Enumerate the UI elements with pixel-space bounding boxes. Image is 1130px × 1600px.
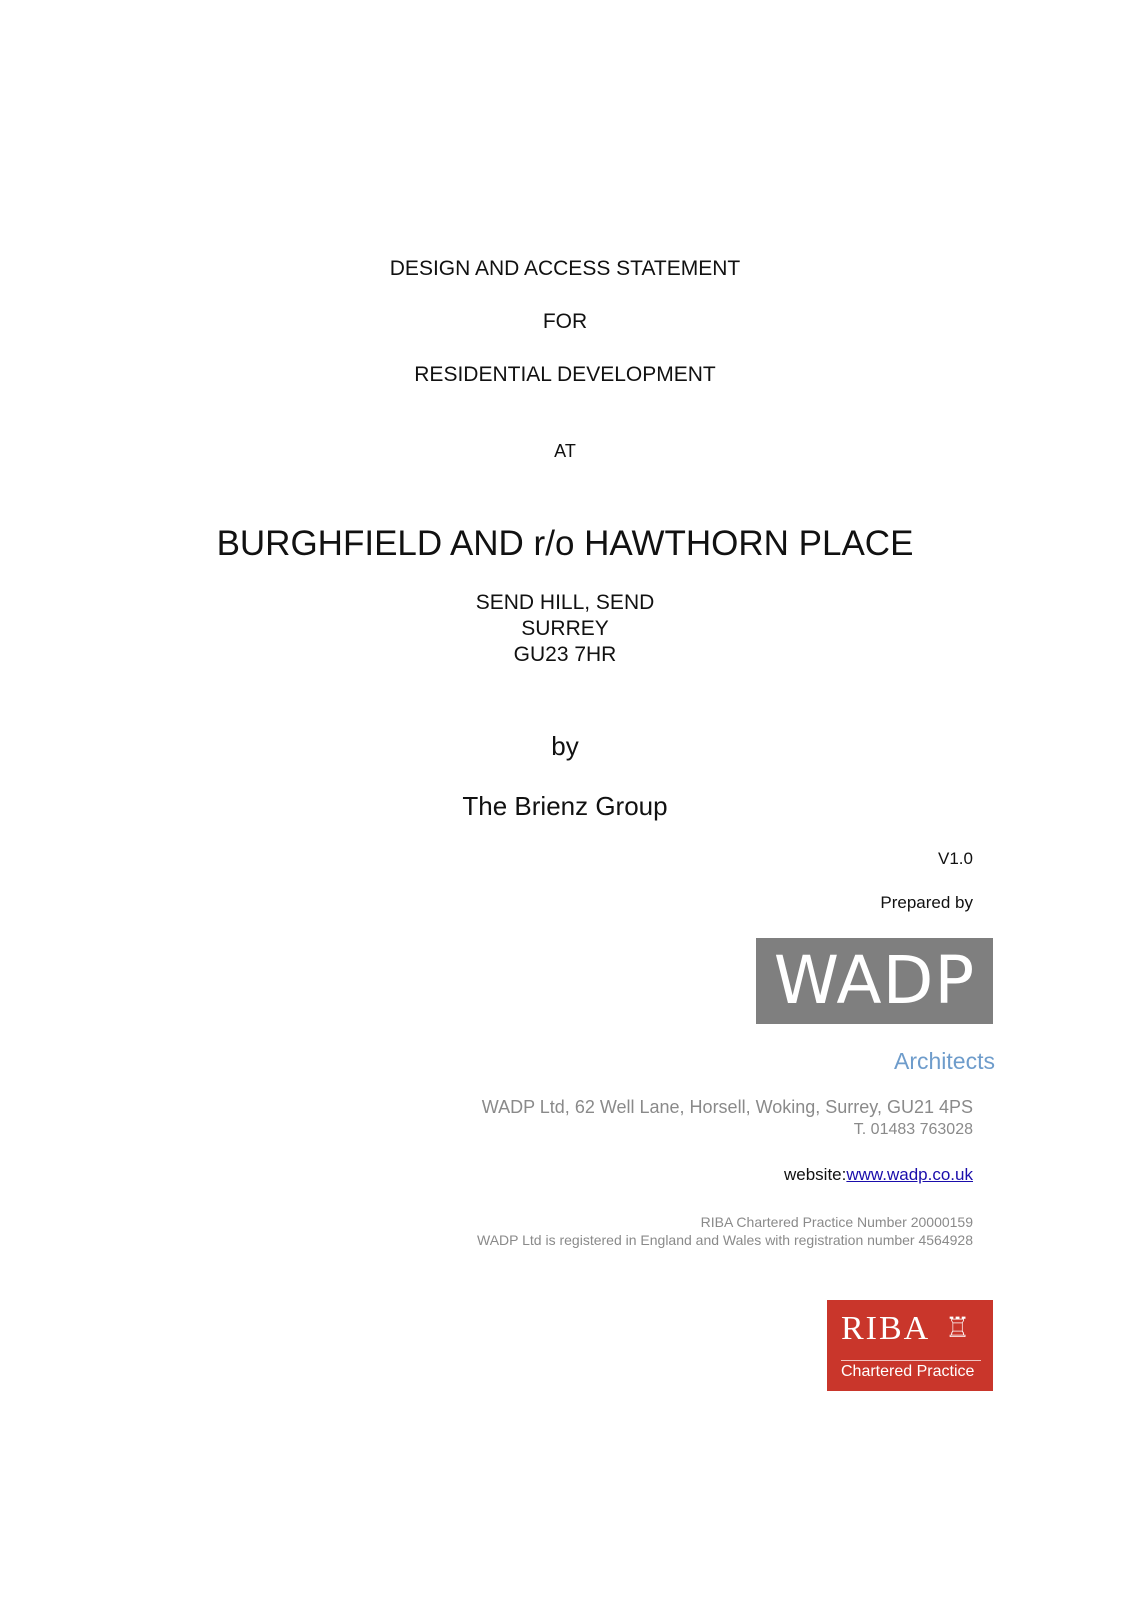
riba-crest-icon: ♖ — [945, 1311, 971, 1344]
company-phone: T. 01483 763028 — [853, 1121, 973, 1138]
address-line-1: SEND HILL, SEND — [475, 591, 655, 614]
wadp-logo-text: WADP — [773, 942, 976, 1019]
by-label: by — [551, 731, 579, 761]
site-title: BURGHFIELD AND r/o HAWTHORN PLACE — [216, 524, 914, 563]
website-label: website: — [784, 1165, 847, 1184]
doc-type-heading: DESIGN AND ACCESS STATEMENT — [389, 257, 741, 280]
at-label: AT — [554, 441, 576, 461]
company-registration: WADP Ltd is registered in England and Wales with registration number 4564928 — [477, 1232, 973, 1248]
riba-logo-subtitle: Chartered Practice — [841, 1363, 975, 1380]
development-type: RESIDENTIAL DEVELOPMENT — [414, 363, 716, 386]
client-name: The Brienz Group — [462, 791, 668, 821]
prepared-by-label: Prepared by — [880, 893, 973, 912]
riba-practice-number: RIBA Chartered Practice Number 20000159 — [700, 1214, 973, 1230]
wadp-logo — [756, 938, 993, 1024]
site-address — [0, 590, 1130, 668]
address-line-3: GU23 7HR — [513, 643, 617, 666]
architects-tagline: Architects — [894, 1048, 995, 1074]
version-label: V1.0 — [938, 849, 973, 868]
address-line-2: SURREY — [521, 617, 609, 640]
riba-logo-divider — [841, 1360, 981, 1361]
for-label: FOR — [542, 310, 588, 333]
riba-logo-word: RIBA — [841, 1310, 931, 1347]
company-address: WADP Ltd, 62 Well Lane, Horsell, Woking, Surrey, GU21 4PS — [481, 1097, 973, 1117]
riba-logo — [827, 1300, 993, 1391]
website-link[interactable]: www.wadp.co.uk — [846, 1165, 973, 1184]
company-website — [784, 1165, 973, 1185]
